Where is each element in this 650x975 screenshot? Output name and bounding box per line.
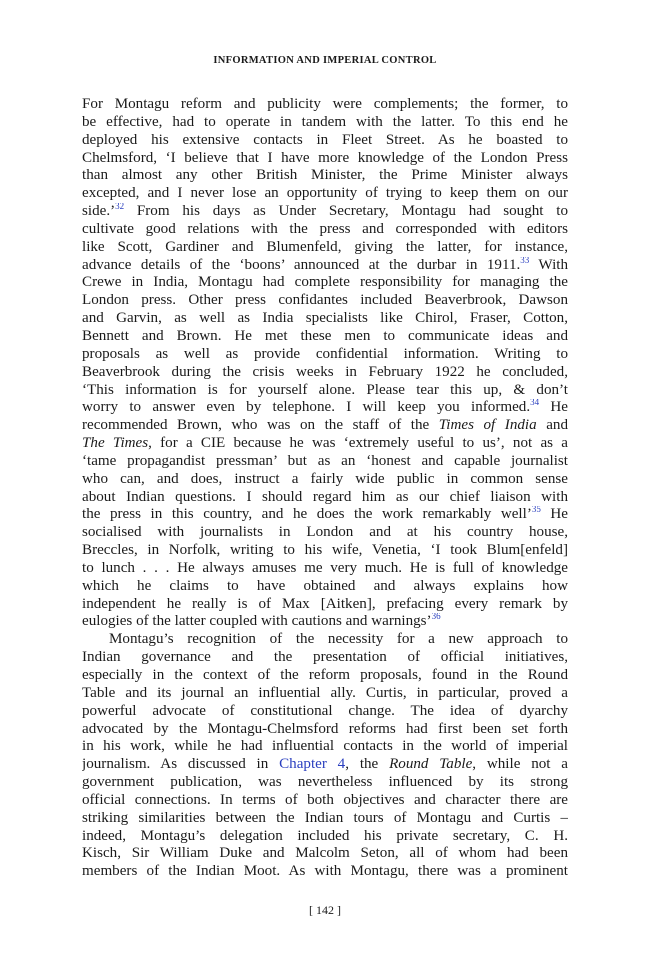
text-line — [82, 828, 568, 846]
text-run: in his work, while he had influential contacts in the world of imperial — [82, 738, 568, 755]
text-run: government publication, was nevertheless influenced by its strong — [82, 774, 568, 791]
text-line — [82, 96, 568, 114]
text-run: members of the Indian Moot. As with Montagu, there was a prominent — [82, 863, 568, 880]
footnote-reference[interactable]: 32 — [115, 203, 125, 212]
text-line — [82, 774, 568, 792]
text-line — [82, 667, 568, 685]
text-line — [82, 239, 568, 257]
text-run: and Garvin, as well as India specialists like Chirol, Fraser, Cotton, — [82, 310, 568, 327]
text-line — [82, 542, 568, 560]
text-run: ‘This information is for yourself alone. Please tear this up, & don’t — [82, 381, 568, 398]
text-line — [82, 649, 568, 667]
chapter-cross-reference-link[interactable]: Chapter 4 — [279, 756, 346, 773]
footnote-reference[interactable]: 35 — [531, 506, 541, 515]
text-run: Kisch, Sir William Duke and Malcolm Seton, all of whom had been — [82, 845, 568, 862]
running-head: INFORMATION AND IMPERIAL CONTROL — [213, 55, 437, 66]
text-line — [82, 328, 568, 346]
text-line — [82, 114, 568, 132]
text-run: independent he really is of Max [Aitken], prefacing every remark by — [82, 595, 568, 612]
text-run: like Scott, Gardiner and Blumenfeld, giving the latter, for instance, — [82, 238, 568, 255]
text-run: which he claims to have obtained and always explains how — [82, 577, 568, 594]
text-run: Bennett and Brown. He met these men to communicate ideas and — [82, 327, 568, 344]
text-run: Indian governance and the presentation of official initiatives, — [82, 649, 568, 666]
text-run: worry to answer even by telephone. I will keep you informed. — [82, 399, 531, 416]
text-run: side.’ — [82, 203, 116, 220]
text-run: ‘tame propagandist pressman’ but as an ‘honest and capable journalist — [82, 452, 568, 469]
text-run: He — [540, 506, 568, 523]
text-run: London press. Other press confidantes included Beaverbrook, Dawson — [82, 292, 568, 309]
text-run: official connections. In terms of both objectives and character there are — [82, 791, 568, 808]
text-line — [82, 631, 568, 649]
text-line — [82, 364, 568, 382]
text-run: recommended Brown, who was on the staff of the — [82, 417, 439, 434]
text-line — [82, 150, 568, 168]
text-run: journalism. As discussed in — [82, 756, 280, 773]
text-line — [82, 578, 568, 596]
text-run: proposals as well as provide confidential information. Writing to — [82, 345, 568, 362]
text-run: who can, and does, instruct a fairly wide public in common sense — [82, 470, 568, 487]
text-run: With — [529, 256, 568, 273]
text-run: Chelmsford, ‘I believe that I have more knowledge of the London Press — [82, 149, 568, 166]
text-line — [82, 524, 568, 542]
text-line — [82, 685, 568, 703]
text-line — [82, 310, 568, 328]
text-run: eulogies of the latter coupled with cautions and warnings’ — [82, 613, 432, 630]
text-run: socialised with journalists in London and at his country house, — [82, 524, 568, 541]
text-run: to lunch . . . He always amuses me very much. He is full of knowledge — [82, 559, 568, 576]
text-line — [82, 489, 568, 507]
text-run: deployed his extensive contacts in Fleet Street. As he boasted to — [82, 131, 568, 148]
text-line — [82, 274, 568, 292]
text-line — [82, 346, 568, 364]
text-run: powerful advocate of constitutional change. The idea of dyarchy — [82, 702, 568, 719]
italic-title: Times of India — [438, 417, 537, 434]
text-line — [82, 471, 568, 489]
text-line — [82, 756, 568, 774]
text-run: about Indian questions. I should regard him as our chief liaison with — [82, 488, 568, 505]
text-line — [82, 221, 568, 239]
footnote-reference[interactable]: 34 — [530, 399, 540, 408]
text-run: , for a CIE because he was ‘extremely useful to us’, not as a — [148, 435, 568, 452]
text-line — [82, 792, 568, 810]
text-line — [82, 738, 568, 756]
text-run: Table and its journal an influential ally. Curtis, in particular, proved a — [82, 684, 568, 701]
text-run: advocated by the Montagu-Chelmsford reforms had first been set forth — [82, 720, 568, 737]
text-line — [82, 185, 568, 203]
footnote-reference[interactable]: 36 — [431, 613, 441, 622]
text-line — [82, 810, 568, 828]
text-run: be effective, had to operate in tandem with the latter. To this end he — [82, 113, 568, 130]
text-line — [82, 506, 568, 524]
text-run: , the — [345, 756, 390, 773]
text-run: striking similarities between the Indian tours of Montagu and Curtis – — [82, 809, 568, 826]
text-run: Beaverbrook during the crisis weeks in February 1922 he concluded, — [82, 363, 568, 380]
text-line — [82, 453, 568, 471]
text-line — [82, 292, 568, 310]
text-run: excepted, and I never lose an opportunity of trying to keep them on our — [82, 185, 568, 202]
text-line — [82, 560, 568, 578]
italic-title: The Times — [82, 435, 149, 452]
text-line — [82, 132, 568, 150]
text-line — [82, 257, 568, 275]
text-line — [82, 167, 568, 185]
text-line — [82, 382, 568, 400]
text-line — [82, 435, 568, 453]
text-line — [82, 845, 568, 863]
text-line — [82, 613, 568, 631]
text-line — [82, 596, 568, 614]
text-run: advance details of the ‘boons’ announced at the durbar in 1911. — [82, 256, 521, 273]
text-line — [82, 203, 568, 221]
text-run: Crewe in India, Montagu had complete responsibility for managing the — [82, 274, 568, 291]
footnote-reference[interactable]: 33 — [520, 256, 530, 265]
text-line — [82, 863, 568, 881]
text-line — [82, 399, 568, 417]
text-run: Breccles, in Norfolk, writing to his wife, Venetia, ‘I took Blum[enfeld] — [82, 542, 568, 559]
italic-title: Round Table — [389, 756, 473, 773]
text-run: He — [539, 399, 568, 416]
text-run: especially in the context of the reform proposals, found in the Round — [82, 667, 568, 683]
body-text — [82, 96, 568, 881]
text-run: For Montagu reform and publicity were complements; the former, to — [82, 96, 568, 112]
text-line — [82, 721, 568, 739]
text-run: cultivate good relations with the press and corresponded with editors — [82, 220, 568, 237]
text-run: Montagu’s recognition of the necessity for a new approach to — [109, 631, 568, 648]
text-run: the press in this country, and he does the work remarkably well’ — [82, 506, 532, 523]
page-number: [ 142 ] — [309, 903, 341, 917]
text-run: and — [536, 417, 568, 434]
text-run: , while not a — [472, 756, 568, 773]
text-run: than almost any other British Minister, the Prime Minister always — [82, 167, 568, 184]
text-line — [82, 417, 568, 435]
text-line — [82, 703, 568, 721]
text-run: indeed, Montagu’s delegation included his private secretary, C. H. — [82, 827, 568, 844]
text-run: From his days as Under Secretary, Montagu had sought to — [124, 203, 568, 220]
